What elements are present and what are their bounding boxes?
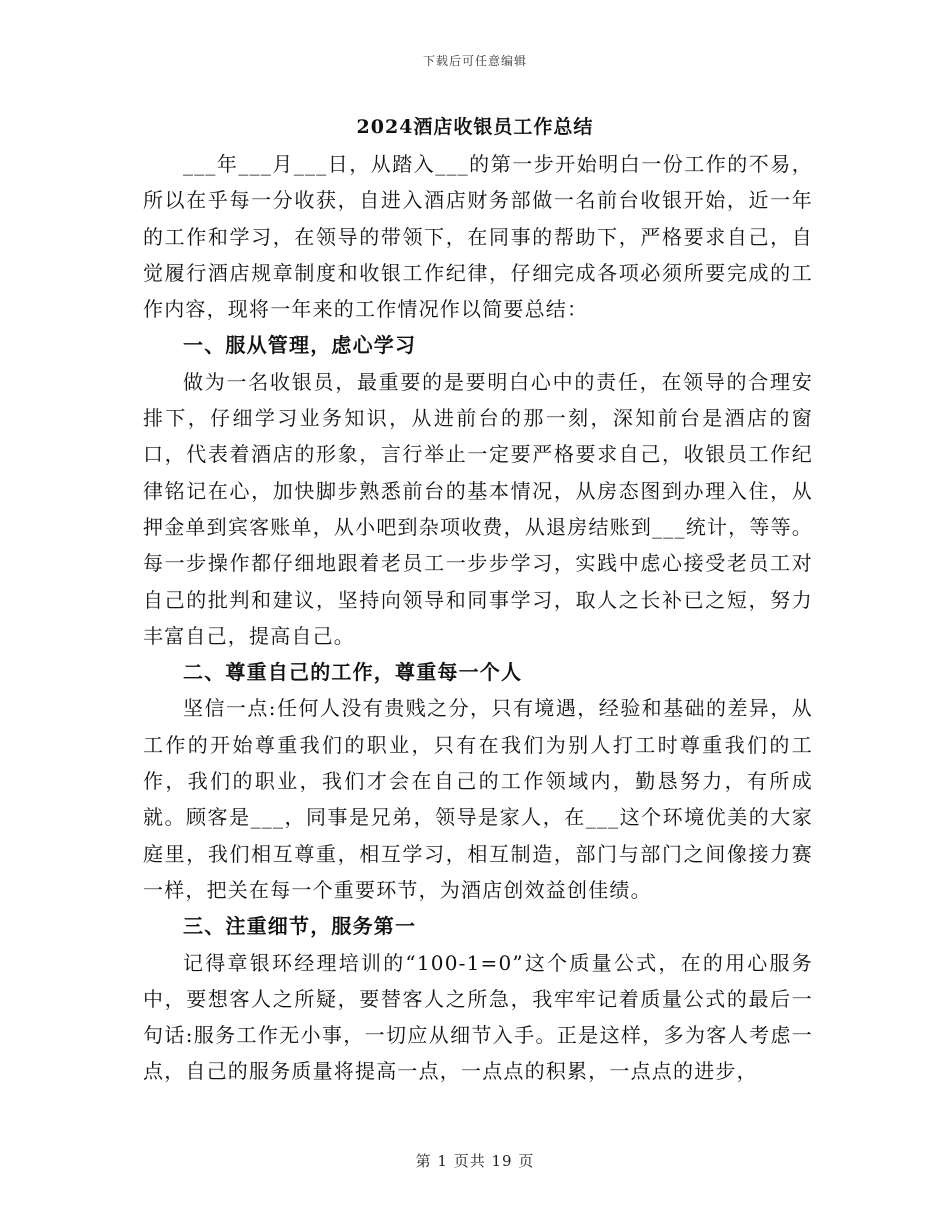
document-title: 2024酒店收银员工作总结 (356, 116, 594, 138)
paragraph-section-1: 做为一名收银员，最重要的是要明白心中的责任，在领导的合理安排下，仔细学习业务知识，从进前台的那一刻，深知前台是酒店的窗口，代表着酒店的形象，言行举止一定要严格要求自己，收银员工作纪律铭记在心，加快脚步熟悉前台的基本情况，从房态图到办理入住，从押金单到宾客账单，从小吧到杂项收费，从退房结账到___统计，等等。每一步操作都仔细地跟着老员工一步步学习，实践中虑心接受老员工对自己的批判和建议，坚持向领导和同事学习，取人之长补已之短，努力丰富自己，提高自己。 (143, 369, 813, 648)
paragraph-section-3: 记得章银环经理培训的“100-1=0”这个质量公式，在的用心服务中，要想客人之所疑，要替客人之所急，我牢牢记着质量公式的最后一句话:服务工作无小事，一切应从细节入手。正是这样，多为客人考虑一点，自己的服务质量将提高一点，一点点的积累，一点点的进步， (143, 950, 813, 1084)
document-body (143, 146, 813, 1090)
section-heading-3: 三、注重细节，服务第一 (183, 914, 417, 939)
page-footer: 第 1 页共 19 页 (415, 1152, 535, 1170)
section-heading-1: 一、服从管理，虑心学习 (183, 333, 417, 358)
header-note: 下载后可任意编辑 (422, 54, 527, 68)
section-heading-2: 二、尊重自己的工作，尊重每一个人 (183, 660, 523, 685)
paragraph-section-2: 坚信一点:任何人没有贵贱之分，只有境遇，经验和基础的差异，从工作的开始尊重我们的职业，只有在我们为别人打工时尊重我们的工作，我们的职业，我们才会在自己的工作领域内，勤恳努力，有所成就。顾客是___，同事是兄弟，领导是家人，在___这个环境优美的大家庭里，我们相互尊重，相互学习，相互制造，部门与部门之间像接力赛一样，把关在每一个重要环节，为酒店创效益创佳绩。 (143, 696, 813, 902)
paragraph-intro: ___年___月___日，从踏入___的第一步开始明白一份工作的不易，所以在乎每一分收获，自进入酒店财务部做一名前台收银开始，近一年的工作和学习，在领导的带领下，在同事的帮助下，严格要求自己，自觉履行酒店规章制度和收银工作纪律，仔细完成各项必须所要完成的工作内容，现将一年来的工作情况作以简要总结： (143, 152, 813, 322)
